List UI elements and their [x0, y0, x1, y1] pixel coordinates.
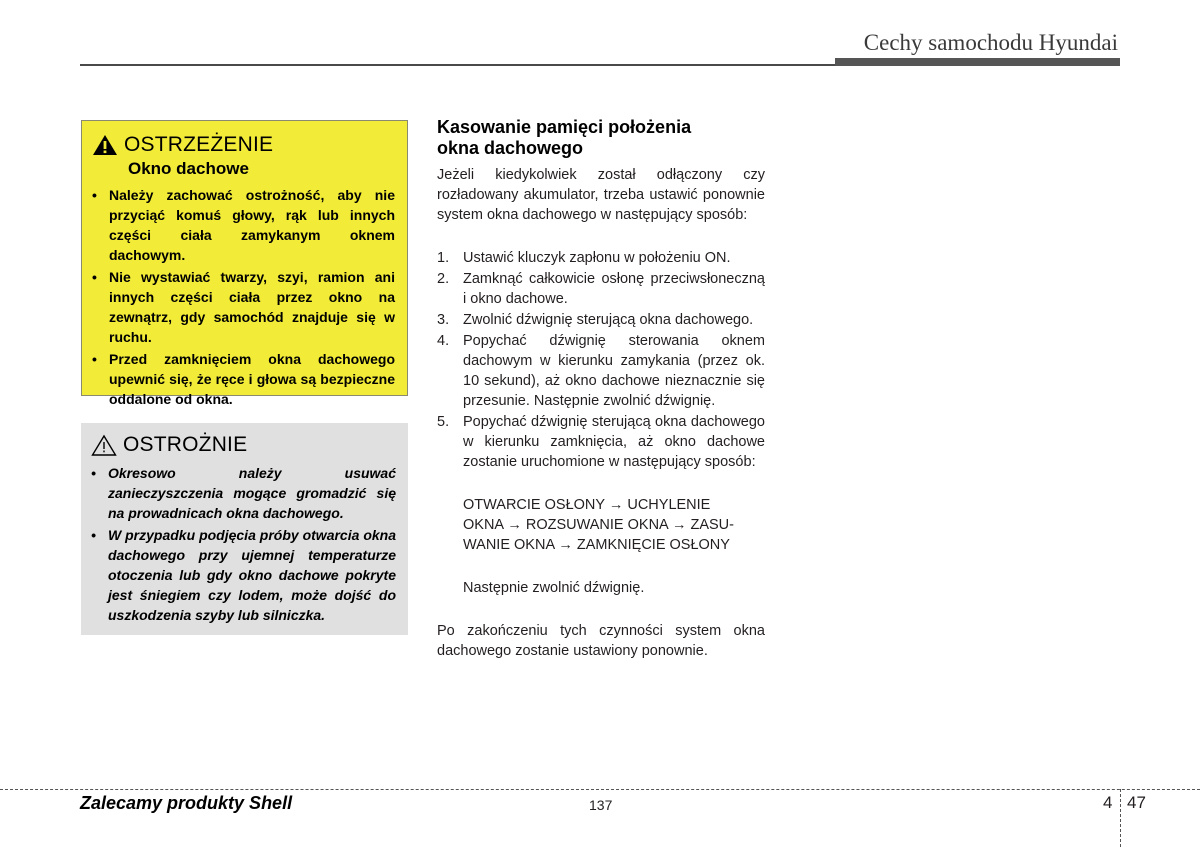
warning-triangle-icon [92, 134, 118, 156]
page-header-title: Cechy samochodu Hyundai [863, 30, 1118, 55]
step-text: Popychać dźwignię sterowania oknem dachowym w kierunku zamykania (przez ok. 10 sekund), aż okno dachowe nieznacznie się przesunie. Następnie zwolnić dźwignię. [463, 333, 765, 409]
caution-triangle-icon [91, 434, 117, 456]
page-number: 137 [589, 797, 613, 813]
step-text: Ustawić kluczyk zapłonu w położeniu ON. [463, 250, 731, 266]
step-item [437, 269, 765, 309]
warning-item: • Nie wystawiać twarzy, szyi, ramion ani innych części ciała przez okno na zewnątrz, gdy samochód znajduje się w ruchu. [92, 267, 395, 347]
warning-list [92, 185, 395, 409]
sequence-line: OKNA → ROZSUWANIE OKNA → ZASU- [463, 517, 734, 533]
step-text: Popychać dźwignię sterującą okna dachowego w kierunku zamknięcia, aż okno dachowe zostanie uruchomione w następujący sposób: [463, 414, 765, 470]
step-number: 3. [437, 312, 450, 328]
step-item [437, 310, 765, 330]
caution-box [81, 423, 408, 635]
caution-item: • Okresowo należy usuwać zanieczyszczenia mogące gromadzić się na prowadnicach okna dachowego. [91, 463, 396, 523]
section-heading-line2: okna dachowego [437, 138, 584, 158]
step-number: 1. [437, 250, 450, 266]
intro-paragraph: Jeżeli kiedykolwiek został odłączony czy rozładowany akumulator, trzeba ustawić ponownie system okna dachowego w następujący sposób: [437, 167, 765, 223]
sequence-line: OTWARCIE OSŁONY → UCHYLENIE [463, 497, 711, 513]
warning-title: OSTRZEŻENIE [124, 133, 274, 156]
caution-item: • W przypadku podjęcia próby otwarcia okna dachowego przy ujemnej temperaturze otoczenia lub gdy okno dachowe pokryte jest śniegiem czy lodem, może dojść do uszkodzenia szyby lub silniczka. [91, 525, 396, 625]
sequence-block [463, 495, 763, 555]
step-text: Zamknąć całkowicie osłonę przeciwsłoneczną i okno dachowe. [463, 271, 765, 307]
warning-header [92, 133, 395, 157]
footer-divider [0, 789, 1200, 790]
caution-list [91, 463, 396, 625]
step-number: 5. [437, 414, 450, 430]
chapter-page-number: 47 [1127, 793, 1146, 812]
step-number: 2. [437, 271, 450, 287]
final-paragraph: Po zakończeniu tych czynności system okna dachowego zostanie ustawiony ponownie. [437, 623, 765, 659]
step-item [437, 248, 765, 268]
chapter-separator [1120, 789, 1121, 847]
then-paragraph: Następnie zwolnić dźwignię. [463, 580, 645, 596]
footer-brand: Zalecamy produkty Shell [80, 793, 293, 813]
warning-subtitle: Okno dachowe [128, 159, 249, 178]
warning-item: • Przed zamknięciem okna dachowego upewnić się, że ręce i głowa są bezpieczne oddalone od okna. [92, 349, 395, 409]
caution-header [91, 433, 396, 457]
section-heading-line1: Kasowanie pamięci położenia [437, 117, 692, 137]
step-item [437, 331, 765, 411]
step-item [437, 412, 765, 472]
chapter-number: 4 [1103, 793, 1113, 812]
caution-title: OSTROŻNIE [123, 433, 248, 456]
sequence-line: WANIE OKNA → ZAMKNIĘCIE OSŁONY [463, 537, 730, 553]
header-accent-bar [835, 58, 1120, 66]
section-heading [437, 117, 777, 159]
warning-item: • Należy zachować ostrożność, aby nie przyciąć komuś głowy, rąk lub innych części ciała zamykanym oknem dachowym. [92, 185, 395, 265]
step-text: Zwolnić dźwignię sterującą okna dachowego. [463, 312, 754, 328]
warning-box [81, 120, 408, 407]
steps-list [437, 248, 765, 473]
step-number: 4. [437, 333, 450, 349]
